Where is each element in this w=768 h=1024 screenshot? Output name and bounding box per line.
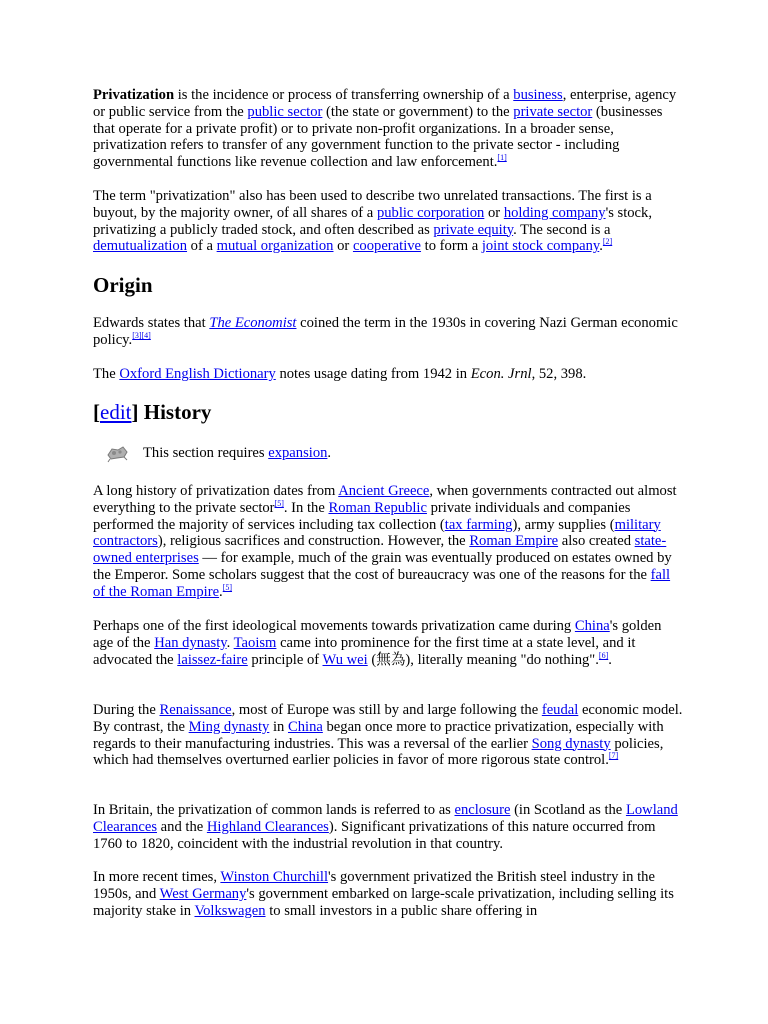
text: policies, which had themselves overturned earlier policies in favor of more rigorous state control. bbox=[93, 735, 664, 769]
link-demutualization[interactable]: demutualization bbox=[93, 238, 188, 255]
link-wu-wei[interactable]: Wu wei bbox=[322, 651, 368, 668]
link-han-dynasty[interactable]: Han dynasty bbox=[154, 634, 227, 651]
text: 's government embarked on large-scale privatization, including selling its majority stake in bbox=[93, 885, 674, 919]
text: economic model. By contrast, the bbox=[93, 702, 683, 735]
text: (無為), literally meaning "do nothing". bbox=[367, 651, 599, 668]
edit-link[interactable]: edit bbox=[100, 400, 132, 424]
link-tax-farming[interactable]: tax farming bbox=[444, 516, 513, 533]
link-roman-republic[interactable]: Roman Republic bbox=[328, 499, 427, 516]
text: in bbox=[269, 718, 288, 735]
text: began once more to practice privatization, especially with regards to their manufacturing industries. This was a reversal of the earlier bbox=[93, 718, 664, 752]
ref-7[interactable]: [7] bbox=[608, 751, 619, 761]
expansion-notice bbox=[104, 443, 664, 465]
link-state-owned-enterprises[interactable]: state-owned enterprises bbox=[93, 533, 667, 567]
paragraph-history-renaissance bbox=[93, 702, 683, 769]
text: , 52, 398. bbox=[531, 366, 587, 382]
text: In more recent times, bbox=[93, 869, 221, 885]
text: . In the bbox=[283, 499, 329, 516]
link-laissez-faire[interactable]: laissez-faire bbox=[177, 651, 248, 668]
link-public-sector[interactable]: public sector bbox=[247, 103, 323, 120]
link-oxford-english-dictionary[interactable]: Oxford English Dictionary bbox=[119, 366, 276, 382]
ref-3[interactable]: [3] bbox=[132, 330, 142, 340]
text: . bbox=[327, 445, 332, 461]
paragraph-history-ancient bbox=[93, 483, 683, 601]
heading-origin: Origin bbox=[93, 273, 153, 297]
link-feudal[interactable]: feudal bbox=[541, 702, 579, 718]
paragraph-origin bbox=[93, 315, 683, 349]
link-business[interactable]: business bbox=[513, 87, 563, 103]
text: principle of bbox=[247, 651, 323, 668]
link-ming-dynasty[interactable]: Ming dynasty bbox=[188, 718, 270, 735]
heading-history bbox=[93, 400, 211, 424]
link-lowland-clearances[interactable]: Lowland Clearances bbox=[93, 802, 678, 835]
ref-6[interactable]: [6] bbox=[598, 650, 609, 660]
text: is the incidence or process of transferring ownership of a bbox=[174, 87, 514, 103]
text: notes usage dating from 1942 in bbox=[275, 366, 471, 382]
paragraph-oed bbox=[93, 366, 683, 383]
text: . bbox=[226, 634, 234, 651]
text: 's golden age of the bbox=[93, 618, 662, 651]
text: of a bbox=[187, 238, 217, 255]
text: The term "privatization" also has been used to describe two unrelated transactions. The first is a buyout, by the majority owner, of all shares of a bbox=[93, 188, 652, 221]
link-the-economist[interactable]: The Economist bbox=[209, 315, 297, 331]
expansion-notice-icon bbox=[104, 443, 130, 463]
paragraph-history-china bbox=[93, 618, 683, 668]
text: also created bbox=[558, 533, 635, 550]
paragraph-term bbox=[93, 188, 683, 255]
link-fall-of-the-roman-empire[interactable]: fall of the Roman Empire bbox=[93, 566, 671, 600]
bold-term: Privatization bbox=[93, 87, 175, 103]
link-public-corporation[interactable]: public corporation bbox=[376, 204, 485, 221]
paragraph-intro bbox=[93, 87, 683, 171]
text: (businesses that operate for a private profit) or to private non-profit organizations. In a broader sense, privatization refers to transfer of any government function to the private sector - including governmental functions like revenue collection and law enforcement. bbox=[93, 103, 663, 171]
ref-4[interactable]: [4] bbox=[141, 330, 151, 340]
link-private-sector[interactable]: private sector bbox=[513, 103, 593, 120]
paragraph-history-britain bbox=[93, 802, 683, 852]
text: 's stock, privatizing a publicly traded stock, and often described as bbox=[93, 204, 652, 238]
link-cooperative[interactable]: cooperative bbox=[352, 238, 422, 255]
link-mutual-organization[interactable]: mutual organization bbox=[216, 238, 334, 255]
link-expansion[interactable]: expansion bbox=[268, 445, 328, 461]
ref-5[interactable]: [5] bbox=[274, 498, 284, 508]
text: , enterprise, agency or public service from the bbox=[93, 87, 677, 120]
text: . bbox=[219, 583, 223, 600]
paragraph-history-recent bbox=[93, 869, 683, 919]
link-renaissance[interactable]: Renaissance bbox=[159, 702, 232, 718]
link-holding-company[interactable]: holding company bbox=[503, 204, 606, 221]
text: (in Scotland as the bbox=[510, 802, 626, 818]
link-west-germany[interactable]: West Germany bbox=[159, 885, 247, 902]
text: private individuals and companies performed the majority of services including tax collection ( bbox=[93, 499, 631, 533]
text: Edwards states that bbox=[93, 315, 210, 331]
text: ), army supplies ( bbox=[512, 516, 615, 533]
bracket: ] bbox=[131, 400, 144, 424]
link-private-equity[interactable]: private equity bbox=[433, 221, 514, 238]
text: (the state or government) to the bbox=[322, 103, 514, 120]
text: or bbox=[333, 238, 353, 255]
text: came into prominence for the first time at a state level, and it advocated the bbox=[93, 634, 636, 668]
link-china-2[interactable]: China bbox=[287, 718, 323, 735]
text: , when governments contracted out almost everything to the private sector bbox=[93, 483, 677, 516]
notice-text bbox=[143, 445, 331, 462]
text: This section requires bbox=[143, 445, 269, 461]
text: coined the term in the 1930s in covering Nazi German economic policy. bbox=[93, 315, 678, 348]
text: . The second is a bbox=[513, 221, 611, 238]
text: Perhaps one of the first ideological movements towards privatization came during bbox=[93, 618, 575, 634]
ref-1[interactable]: [1] bbox=[497, 153, 507, 163]
heading-history-title: History bbox=[143, 400, 212, 424]
text: ), religious sacrifices and construction. However, the bbox=[157, 533, 470, 550]
text: In Britain, the privatization of common lands is referred to as bbox=[93, 802, 455, 818]
ref-5b[interactable]: [5] bbox=[222, 582, 233, 592]
text: , most of Europe was still by and large following the bbox=[231, 702, 542, 718]
ref-2[interactable]: [2] bbox=[602, 237, 613, 247]
text: A long history of privatization dates from bbox=[93, 483, 339, 499]
link-roman-empire[interactable]: Roman Empire bbox=[469, 533, 559, 550]
link-joint-stock-company[interactable]: joint stock company bbox=[481, 238, 600, 255]
link-military-contractors[interactable]: military contractors bbox=[93, 516, 661, 550]
link-ancient-greece[interactable]: Ancient Greece bbox=[338, 483, 430, 499]
link-china[interactable]: China bbox=[574, 618, 610, 634]
text: and the bbox=[157, 818, 207, 835]
link-highland-clearances[interactable]: Highland Clearances bbox=[206, 818, 329, 835]
bracket: [ bbox=[93, 400, 100, 424]
link-winston-churchill[interactable]: Winston Churchill bbox=[220, 869, 329, 885]
text: 's government privatized the British steel industry in the 1950s, and bbox=[93, 869, 655, 902]
text: . bbox=[599, 238, 603, 255]
text: or bbox=[484, 204, 504, 221]
link-song-dynasty[interactable]: Song dynasty bbox=[531, 735, 611, 752]
link-volkswagen[interactable]: Volkswagen bbox=[194, 902, 266, 919]
text: — for example, much of the grain was eventually produced on estates owned by the Emperor. Some scholars suggest that the cost of bureaucracy was one of the reasons for the bbox=[93, 550, 672, 583]
text: . bbox=[608, 651, 612, 668]
journal-title: Econ. Jrnl bbox=[470, 366, 532, 382]
text: to form a bbox=[421, 238, 482, 255]
link-enclosure[interactable]: enclosure bbox=[454, 802, 511, 818]
text: The bbox=[93, 366, 120, 382]
text: ). Significant privatizations of this nature occurred from 1760 to 1820, coincident with the industrial revolution in that country. bbox=[93, 818, 656, 852]
link-taoism[interactable]: Taoism bbox=[233, 634, 277, 651]
text: to small investors in a public share offering in bbox=[265, 902, 538, 919]
text: During the bbox=[93, 702, 160, 718]
